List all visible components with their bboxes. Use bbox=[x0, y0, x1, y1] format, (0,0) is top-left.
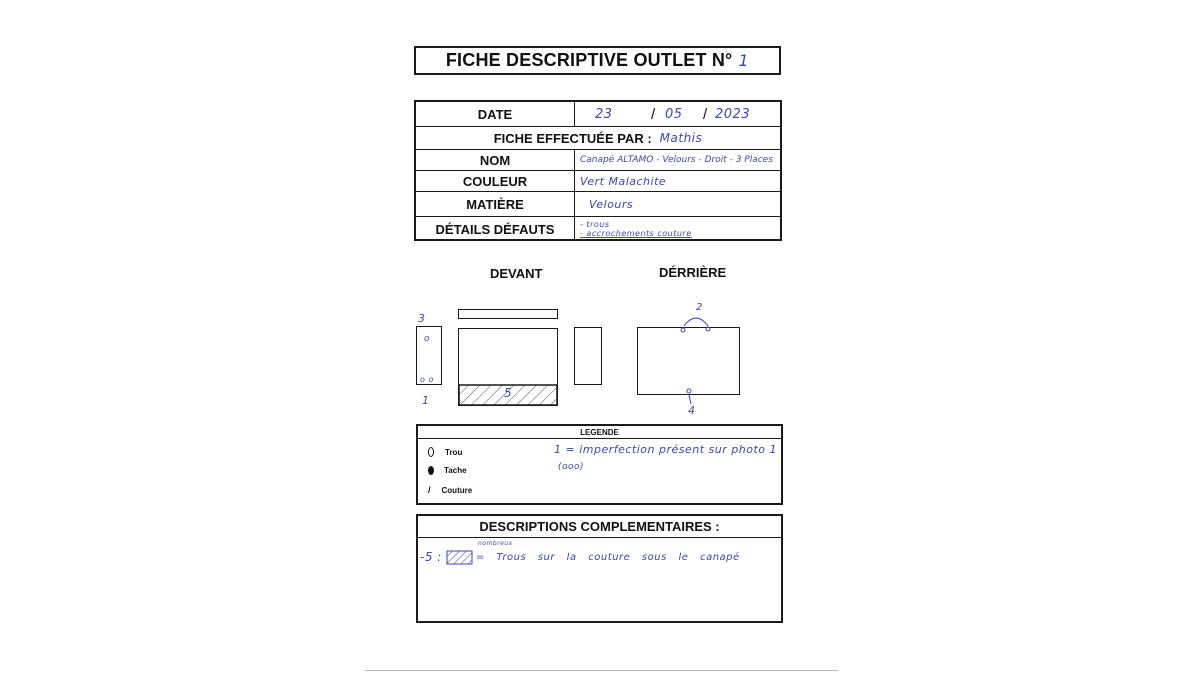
legend-item-tache bbox=[428, 466, 467, 475]
author-row bbox=[416, 127, 780, 150]
defaut-line-2: - accrochements couture bbox=[580, 229, 692, 238]
date-separator-2: / bbox=[703, 105, 708, 123]
defaut-line-1: - trous bbox=[580, 220, 610, 229]
slash-mark-icon: / bbox=[428, 485, 431, 495]
couleur-value: Vert Malachite bbox=[580, 174, 667, 188]
legend-item-couture bbox=[428, 485, 472, 495]
nom-label: NOM bbox=[416, 150, 575, 170]
back-view-label: DÉRRIÈRE bbox=[659, 265, 727, 280]
description-prefix: -5 : bbox=[420, 550, 442, 564]
author-label: FICHE EFFECTUÉE PAR : bbox=[493, 130, 652, 146]
legend-label-trou: Trou bbox=[445, 447, 463, 457]
nom-row bbox=[416, 150, 780, 171]
date-month: 05 bbox=[665, 106, 683, 122]
sheet-title: FICHE DESCRIPTIVE OUTLET N° bbox=[445, 50, 733, 70]
armrest-shape bbox=[574, 327, 602, 385]
sheet-title-box bbox=[414, 46, 781, 75]
defauts-value bbox=[577, 217, 778, 241]
hollow-oval-icon bbox=[428, 447, 434, 457]
backrest-top-shape bbox=[458, 309, 558, 319]
date-label: DATE bbox=[416, 102, 575, 126]
descriptions-box bbox=[416, 514, 783, 623]
description-small-note: nombreux bbox=[478, 540, 513, 547]
mark-4-label: 4 bbox=[688, 404, 696, 417]
hole-mark-3: o bbox=[424, 334, 431, 344]
matiere-row bbox=[416, 192, 780, 217]
legend-title: LEGENDE bbox=[418, 426, 781, 439]
mark-1-label: 1 bbox=[422, 394, 430, 407]
date-year: 2023 bbox=[715, 106, 751, 122]
hole-marks-1: o o bbox=[420, 375, 434, 384]
defauts-label: DÉTAILS DÉFAUTS bbox=[416, 217, 575, 241]
descriptions-title: DESCRIPTIONS COMPLEMENTAIRES : bbox=[418, 516, 781, 538]
page-bottom-edge bbox=[365, 670, 838, 671]
description-text: = Trous sur la couture sous le canapé bbox=[476, 552, 740, 563]
defauts-row bbox=[416, 217, 780, 241]
info-table bbox=[414, 100, 782, 241]
legend-label-tache: Tache bbox=[444, 466, 467, 475]
legend-note-line-1: 1 = imperfection présent sur photo 1 bbox=[554, 443, 778, 456]
couleur-label: COULEUR bbox=[416, 171, 575, 191]
legend-label-couture: Couture bbox=[441, 485, 473, 495]
date-value bbox=[577, 102, 778, 126]
front-view-label: DEVANT bbox=[490, 266, 543, 281]
legend-note-line-2: (ooo) bbox=[558, 462, 585, 472]
matiere-label: MATIÈRE bbox=[416, 192, 575, 216]
date-row bbox=[416, 102, 780, 127]
legend-item-trou bbox=[428, 447, 462, 457]
matiere-value: Velours bbox=[589, 197, 634, 211]
mark-3-label: 3 bbox=[418, 312, 426, 325]
mark-5-label: 5 bbox=[504, 386, 513, 400]
back-view-shape bbox=[637, 327, 740, 395]
couleur-row bbox=[416, 171, 780, 192]
author-value: Mathis bbox=[659, 131, 703, 145]
date-separator-1: / bbox=[651, 105, 656, 123]
date-day: 23 bbox=[595, 106, 613, 122]
mark-2-label: 2 bbox=[696, 302, 703, 313]
mark-2-pointer bbox=[676, 310, 716, 334]
description-hatch-swatch bbox=[446, 550, 474, 566]
filled-oval-icon bbox=[428, 466, 434, 475]
nom-value: Canapé ALTAMO - Velours - Droit - 3 Places bbox=[580, 155, 773, 165]
sheet-number: 1 bbox=[738, 51, 750, 70]
legend-box bbox=[416, 424, 783, 505]
